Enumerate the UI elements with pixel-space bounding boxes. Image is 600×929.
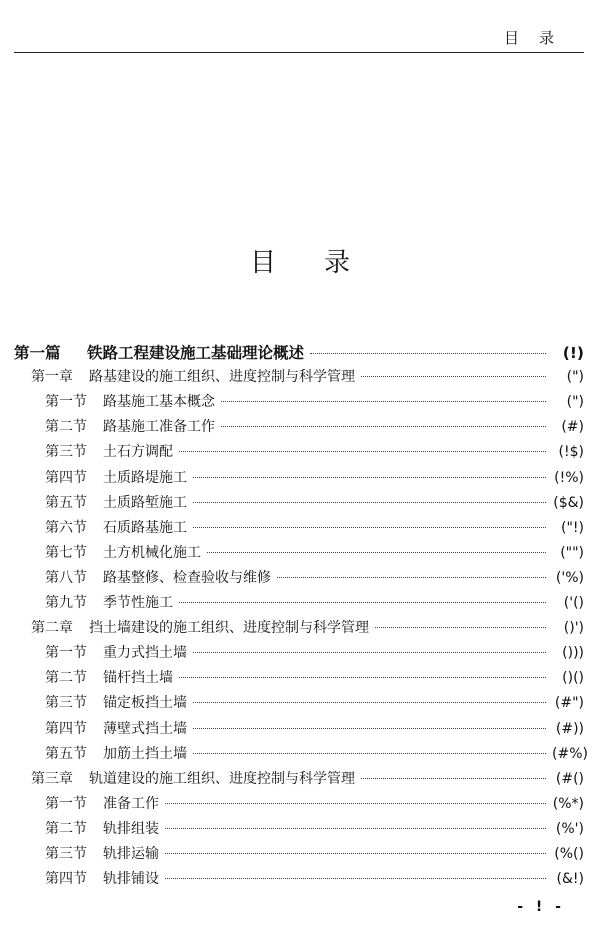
toc-entry-chapter[interactable] — [31, 366, 584, 386]
toc-entry-page: ($&) — [553, 494, 584, 511]
toc-entry-page: ()') — [563, 620, 584, 637]
toc-dot-leader — [165, 803, 546, 804]
toc-entry-part[interactable] — [14, 341, 584, 363]
toc-dot-leader — [193, 702, 546, 703]
toc-entry-section[interactable] — [45, 391, 584, 411]
toc-entry-section[interactable] — [45, 692, 584, 712]
toc-entry-title: 石质路基施工 — [103, 519, 187, 536]
toc-dot-leader — [361, 376, 546, 377]
toc-entry-page: (%') — [555, 820, 584, 837]
toc-title: 目录 — [249, 248, 398, 278]
toc-entry-section[interactable] — [45, 492, 584, 512]
toc-entry-section[interactable] — [45, 743, 588, 763]
toc-entry-title: 土质路堑施工 — [103, 494, 187, 511]
toc-entry-section[interactable] — [45, 517, 584, 537]
toc-entry-section[interactable] — [45, 667, 584, 687]
toc-entry-title: 路基建设的施工组织、进度控制与科学管理 — [89, 369, 355, 386]
toc-dot-leader — [179, 602, 546, 603]
toc-entry-number: 第三节 — [45, 695, 87, 712]
toc-entry-page: (&!) — [556, 871, 584, 888]
toc-entry-title: 锚杆挡土墙 — [103, 670, 173, 687]
toc-entry-section[interactable] — [45, 843, 584, 863]
toc-entry-title: 轨排运输 — [103, 846, 159, 862]
toc-entry-page: (#() — [555, 770, 584, 787]
toc-entry-number: 第四节 — [45, 720, 87, 737]
toc-entry-section[interactable] — [45, 567, 584, 587]
toc-entry-section[interactable] — [45, 818, 584, 838]
toc-dot-leader — [193, 753, 546, 754]
toc-entry-number: 第三节 — [45, 444, 87, 461]
toc-entry-page: ('() — [563, 595, 584, 611]
toc-entry-page: ()() — [562, 670, 584, 687]
toc-dot-leader — [193, 728, 546, 729]
toc-entry-number: 第一篇 — [14, 343, 61, 362]
toc-dot-leader — [193, 527, 546, 528]
toc-entry-number: 第二节 — [45, 419, 87, 436]
toc-entry-number: 第二节 — [45, 670, 87, 687]
toc-entry-title: 加筋土挡土墙 — [103, 745, 187, 762]
toc-entry-title: 土方机械化施工 — [103, 544, 201, 561]
toc-dot-leader — [207, 552, 546, 553]
toc-entry-page: (!%) — [554, 469, 584, 486]
toc-dot-leader — [165, 878, 546, 879]
toc-entry-number: 第一节 — [45, 795, 87, 812]
toc-entry-number: 第九节 — [45, 595, 87, 611]
toc-entry-number: 第四节 — [45, 871, 87, 888]
toc-entry-number: 第二章 — [31, 620, 73, 637]
toc-entry-number: 第一章 — [31, 369, 73, 386]
toc-dot-leader — [375, 627, 546, 628]
toc-entry-title: 轨排铺设 — [103, 871, 159, 888]
toc-dot-leader — [221, 401, 546, 402]
toc-entry-section[interactable] — [45, 467, 584, 487]
toc-dot-leader — [179, 677, 546, 678]
toc-entry-title: 土质路堤施工 — [103, 469, 187, 486]
toc-entry-page: (#) — [561, 419, 584, 436]
toc-entry-title: 准备工作 — [103, 795, 159, 812]
toc-entry-page: ("") — [560, 544, 584, 561]
toc-entry-page: (") — [566, 394, 584, 411]
toc-entry-page: ("!) — [561, 519, 584, 536]
toc-entry-title: 挡土墙建设的施工组织、进度控制与科学管理 — [89, 620, 369, 637]
toc-entry-page: (#%) — [552, 745, 588, 762]
toc-entry-section[interactable] — [45, 441, 584, 461]
toc-dot-leader — [221, 426, 546, 427]
toc-entry-number: 第二节 — [45, 820, 87, 837]
toc-dot-leader — [193, 502, 546, 503]
toc-entry-section[interactable] — [45, 542, 584, 562]
toc-entry-title: 薄壁式挡土墙 — [103, 720, 187, 737]
toc-entry-section[interactable] — [45, 718, 584, 738]
toc-entry-number: 第三章 — [31, 770, 73, 787]
toc-entry-number: 第六节 — [45, 519, 87, 536]
toc-entry-number: 第五节 — [45, 494, 87, 511]
toc-entry-title: 路基施工基本概念 — [103, 394, 215, 411]
toc-entry-page: (%*) — [552, 795, 584, 812]
toc-dot-leader — [310, 353, 546, 354]
toc-entry-title: 轨排组装 — [103, 820, 159, 837]
toc-dot-leader — [179, 451, 546, 452]
toc-entry-page: (#") — [554, 695, 584, 712]
toc-entry-title: 重力式挡土墙 — [103, 645, 187, 662]
toc-dot-leader — [361, 778, 546, 779]
toc-entry-title: 路基整修、检查验收与维修 — [103, 569, 271, 586]
toc-dot-leader — [165, 828, 546, 829]
toc-entry-title: 锚定板挡土墙 — [103, 695, 187, 712]
toc-entry-section[interactable] — [45, 642, 584, 662]
toc-entry-chapter[interactable] — [31, 617, 584, 637]
running-header: 目录 — [503, 29, 574, 47]
toc-entry-number: 第四节 — [45, 469, 87, 486]
toc-entry-page: (%() — [554, 846, 584, 862]
toc-entry-number: 第七节 — [45, 544, 87, 561]
toc-dot-leader — [193, 652, 546, 653]
toc-entry-section[interactable] — [45, 793, 584, 813]
toc-entry-title: 轨道建设的施工组织、进度控制与科学管理 — [89, 770, 355, 787]
toc-entry-section[interactable] — [45, 416, 584, 436]
toc-entry-chapter[interactable] — [31, 768, 584, 788]
toc-entry-section[interactable] — [45, 868, 584, 888]
toc-dot-leader — [165, 853, 546, 854]
toc-dot-leader — [277, 577, 546, 578]
toc-entry-page: (") — [566, 369, 584, 386]
toc-entry-number: 第三节 — [45, 846, 87, 862]
header-rule — [14, 52, 584, 53]
toc-entry-number: 第五节 — [45, 745, 87, 762]
toc-entry-page: ('%) — [555, 569, 584, 586]
toc-entry-page: (#)) — [555, 720, 584, 737]
toc-entry-page: (!$) — [558, 444, 584, 461]
toc-entry-section[interactable] — [45, 592, 584, 612]
toc-entry-page: (!) — [562, 344, 584, 362]
toc-entry-number: 第一节 — [45, 645, 87, 662]
toc-entry-number: 第一节 — [45, 394, 87, 411]
toc-entry-title: 路基施工准备工作 — [103, 419, 215, 436]
toc-entry-title: 铁路工程建设施工基础理论概述 — [87, 343, 305, 362]
toc-dot-leader — [193, 477, 546, 478]
toc-entry-title: 季节性施工 — [103, 595, 173, 611]
toc-entry-page: ())) — [562, 645, 584, 662]
toc-entry-title: 土石方调配 — [103, 444, 173, 461]
page-number: - ! - — [517, 899, 565, 915]
toc-entry-number: 第八节 — [45, 569, 87, 586]
